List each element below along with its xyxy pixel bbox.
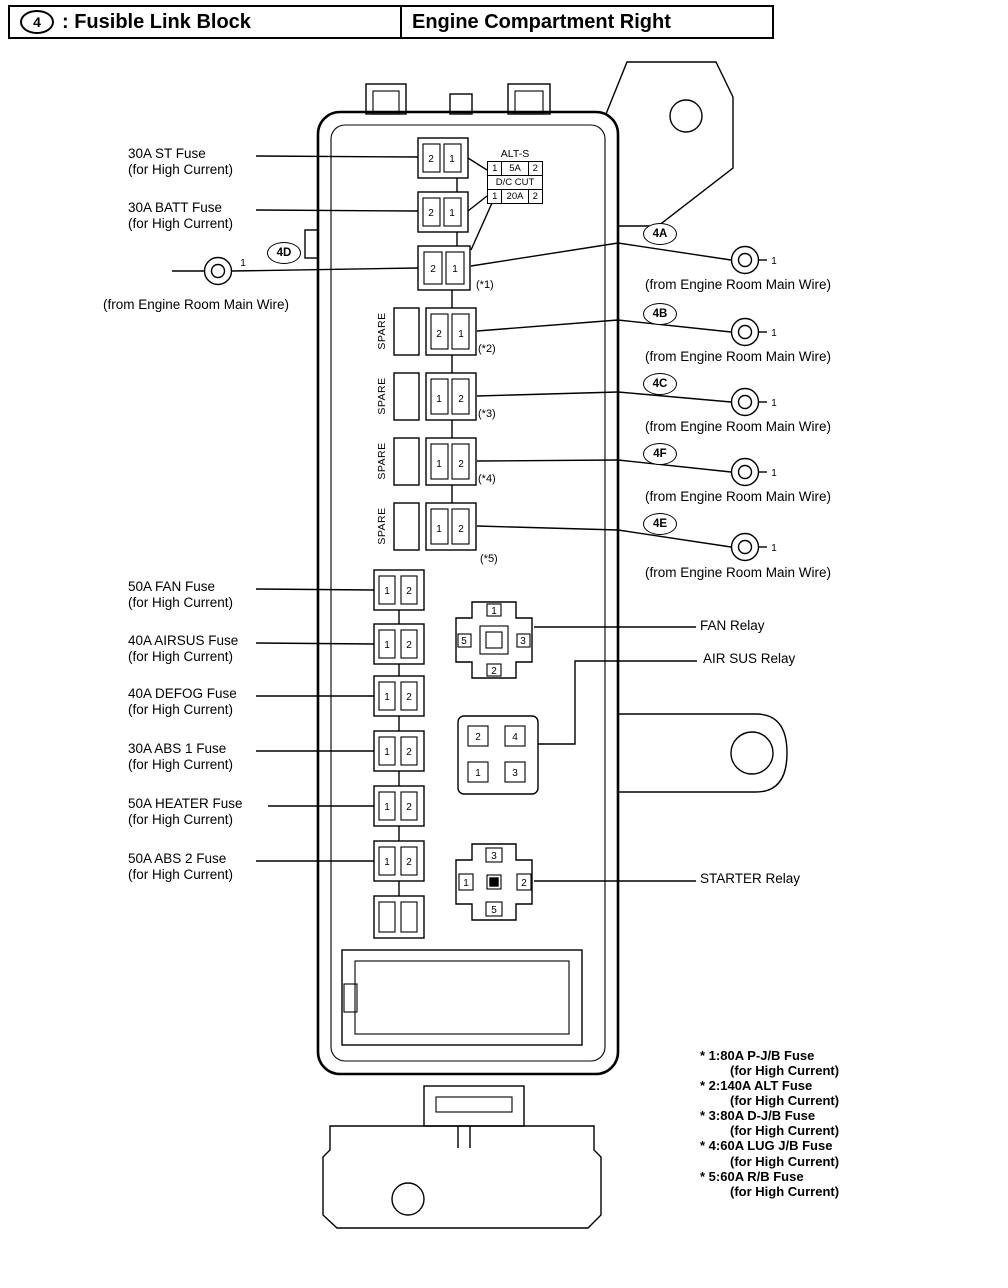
connector-id-4c: 4C: [643, 373, 677, 395]
ring-pin: 1: [771, 543, 777, 554]
mounting-hole: [731, 732, 773, 774]
terminal-number: 2: [406, 640, 412, 651]
terminal-number: 1: [384, 586, 390, 597]
connector-id-4e: 4E: [643, 513, 677, 535]
heater-fuse-body: [374, 786, 424, 826]
footnotes: [700, 1048, 839, 1199]
fuse-name: 40A DEFOG Fuse: [128, 686, 237, 701]
connector-caption-4f: (from Engine Room Main Wire): [645, 489, 832, 504]
relay-pin: 1: [463, 878, 469, 889]
ring-pin: 1: [240, 258, 246, 269]
connector-caption-4c: (from Engine Room Main Wire): [645, 419, 832, 434]
terminal-number: 1: [436, 524, 442, 535]
terminal-number: 2: [406, 692, 412, 703]
fuse-label-st: [128, 146, 233, 178]
defog-fuse-body: [374, 676, 424, 716]
alt-cell: 5A: [501, 161, 528, 176]
fuse-note: (for High Current): [128, 594, 234, 610]
batt-fuse-body: [418, 192, 468, 232]
ring-pin: 1: [771, 256, 777, 267]
terminal-number: 1: [384, 747, 390, 758]
spare-row-star4: [376, 438, 476, 485]
terminal-number: 2: [406, 586, 412, 597]
footnote-1: [700, 1048, 839, 1078]
fuse-ref-star5: (*5): [480, 553, 498, 565]
terminal-number: 1: [458, 329, 464, 340]
fuse-name: 50A FAN Fuse: [128, 579, 216, 594]
footnote-2: [700, 1078, 839, 1108]
terminal-number: 1: [384, 692, 390, 703]
footnote-note: (for High Current): [730, 1153, 840, 1169]
relay-pin: 5: [491, 905, 497, 916]
alt-cell: 2: [528, 189, 543, 204]
footnote-name: * 2:140A ALT Fuse: [700, 1078, 813, 1094]
fuse-note: (for High Current): [128, 756, 234, 772]
relay-pin: 5: [461, 636, 467, 647]
fuse-name: 30A ABS 1 Fuse: [128, 741, 227, 756]
top-right-bracket: [606, 62, 733, 226]
abs2-fuse-body: [374, 841, 424, 881]
footnote-note: (for High Current): [730, 1183, 840, 1199]
terminal-number: 1: [436, 459, 442, 470]
fuse-name: 50A HEATER Fuse: [128, 796, 243, 811]
fuse-label-abs1: [128, 741, 233, 773]
terminal-number: 2: [406, 747, 412, 758]
unlabeled-fuse-body: [374, 896, 424, 938]
footnote-name: * 1:80A P-J/B Fuse: [700, 1048, 815, 1063]
fuse-label-heater: [128, 796, 243, 828]
connector-id-4f: 4F: [643, 443, 677, 465]
connector-id-4b: 4B: [643, 303, 677, 325]
fusible-link-symbol: 4: [20, 10, 54, 34]
location-title: Engine Compartment Right: [400, 5, 774, 39]
ring-terminal-4f: [732, 459, 778, 486]
spare-row-star3: [376, 373, 476, 420]
mounting-hole: [392, 1183, 424, 1215]
mounting-hole: [670, 100, 702, 132]
connector-id-4a: 4A: [643, 223, 677, 245]
fuse-label-fan: [128, 579, 233, 611]
terminal-number: 2: [406, 857, 412, 868]
footnote-name: * 5:60A R/B Fuse: [700, 1168, 804, 1184]
footnote-3: [700, 1108, 839, 1138]
terminal-number: 1: [384, 857, 390, 868]
fan-relay-label: FAN Relay: [700, 618, 765, 633]
alt-s-row-dccut: [487, 175, 543, 190]
terminal-number: 2: [458, 394, 464, 405]
terminal-number: 2: [430, 264, 436, 275]
ring-terminal-4c: [732, 389, 778, 416]
footnote-4: [700, 1138, 839, 1168]
terminal-number: 1: [384, 640, 390, 651]
fuse-note: (for High Current): [128, 866, 234, 882]
fuse-label-batt: [128, 200, 233, 232]
ring-pin: 1: [771, 398, 777, 409]
fuse-note: (for High Current): [128, 701, 234, 717]
right-bracket: [618, 714, 787, 792]
relay-pin: 3: [491, 851, 497, 862]
ring-terminal-4a: [732, 247, 778, 274]
relay-pin: 3: [512, 768, 518, 779]
alt-cell: D/C CUT: [487, 175, 543, 190]
fuse-name: 40A AIRSUS Fuse: [128, 633, 239, 648]
airsus-relay-label: AIR SUS Relay: [703, 651, 796, 666]
fuse-note: (for High Current): [128, 161, 234, 177]
airsus-relay-body: [458, 716, 538, 794]
title-bar: [8, 5, 774, 39]
abs1-fuse-body: [374, 731, 424, 771]
fuse-body-star1: [418, 246, 470, 290]
alt-s-row-5a: [487, 161, 543, 176]
starter-relay-label: STARTER Relay: [700, 871, 801, 886]
connector-caption-4b: (from Engine Room Main Wire): [645, 349, 832, 364]
ring-terminal-4e: [732, 534, 778, 561]
relay-pin: 2: [521, 878, 527, 889]
connector-caption-4d: (from Engine Room Main Wire): [103, 297, 290, 312]
terminal-number: 2: [436, 329, 442, 340]
ring-pin: 1: [771, 328, 777, 339]
fuse-label-defog: [128, 686, 237, 718]
legend-cell: [8, 5, 402, 39]
fuse-name: 30A ST Fuse: [128, 146, 206, 161]
footnote-note: (for High Current): [730, 1093, 840, 1109]
relay-pin: 3: [520, 636, 526, 647]
fuse-note: (for High Current): [128, 811, 234, 827]
footnote-name: * 4:60A LUG J/B Fuse: [700, 1138, 833, 1154]
relay-pin: 2: [475, 732, 481, 743]
relay-pin: 1: [491, 606, 497, 617]
terminal-number: 2: [458, 524, 464, 535]
fuse-ref-star4: (*4): [478, 473, 496, 485]
terminal-number: 2: [406, 802, 412, 813]
fan-relay-body: [456, 602, 532, 678]
alt-cell: 1: [487, 189, 502, 204]
st-fuse-body: [418, 138, 468, 178]
terminal-number: 1: [384, 802, 390, 813]
relay-pin: 2: [491, 666, 497, 677]
airsus-fuse-body: [374, 624, 424, 664]
alt-s-title: ALT-S: [500, 148, 530, 160]
spare-row-star2: [376, 308, 476, 355]
alt-cell: 2: [528, 161, 543, 176]
terminal-number: 2: [428, 154, 434, 165]
alt-s-row-20a: [487, 189, 543, 204]
spare-label: SPARE: [376, 312, 388, 350]
fuse-ref-star3: (*3): [478, 408, 496, 420]
fuse-note: (for High Current): [128, 648, 234, 664]
relay-pin: 1: [475, 768, 481, 779]
fuse-name: 30A BATT Fuse: [128, 200, 223, 215]
relay-pin: 4: [512, 732, 518, 743]
connector-caption-4e: (from Engine Room Main Wire): [645, 565, 832, 580]
alt-cell: 20A: [501, 189, 528, 204]
fuse-label-abs2: [128, 851, 233, 883]
terminal-number: 1: [436, 394, 442, 405]
fuse-name: 50A ABS 2 Fuse: [128, 851, 227, 866]
spare-label: SPARE: [376, 507, 388, 545]
ring-terminal-4b: [732, 319, 778, 346]
bottom-bracket: [323, 1126, 601, 1228]
fuse-ref-star2: (*2): [478, 343, 496, 355]
spare-row-star5: [376, 503, 476, 550]
terminal-number: 1: [449, 154, 455, 165]
connector-id-4d: 4D: [267, 242, 301, 264]
spare-label: SPARE: [376, 377, 388, 415]
terminal-number: 1: [452, 264, 458, 275]
ring-pin: 1: [771, 468, 777, 479]
terminal-number: 2: [428, 208, 434, 219]
fuse-label-airsus: [128, 633, 238, 665]
footnote-5: [700, 1169, 839, 1199]
footnote-name: * 3:80A D-J/B Fuse: [700, 1108, 816, 1124]
footnote-note: (for High Current): [730, 1123, 840, 1139]
alt-cell: 1: [487, 161, 502, 176]
spare-label: SPARE: [376, 442, 388, 480]
fuse-note: (for High Current): [128, 215, 234, 231]
fuse-ref-star1: (*1): [476, 279, 494, 291]
legend-label: : Fusible Link Block: [62, 10, 251, 33]
alt-s-table: [487, 148, 543, 204]
fan-fuse-body: [374, 570, 424, 610]
footnote-note: (for High Current): [730, 1063, 840, 1079]
terminal-number: 2: [458, 459, 464, 470]
starter-relay-body: [456, 844, 532, 920]
connector-caption-4a: (from Engine Room Main Wire): [645, 277, 832, 292]
terminal-number: 1: [449, 208, 455, 219]
